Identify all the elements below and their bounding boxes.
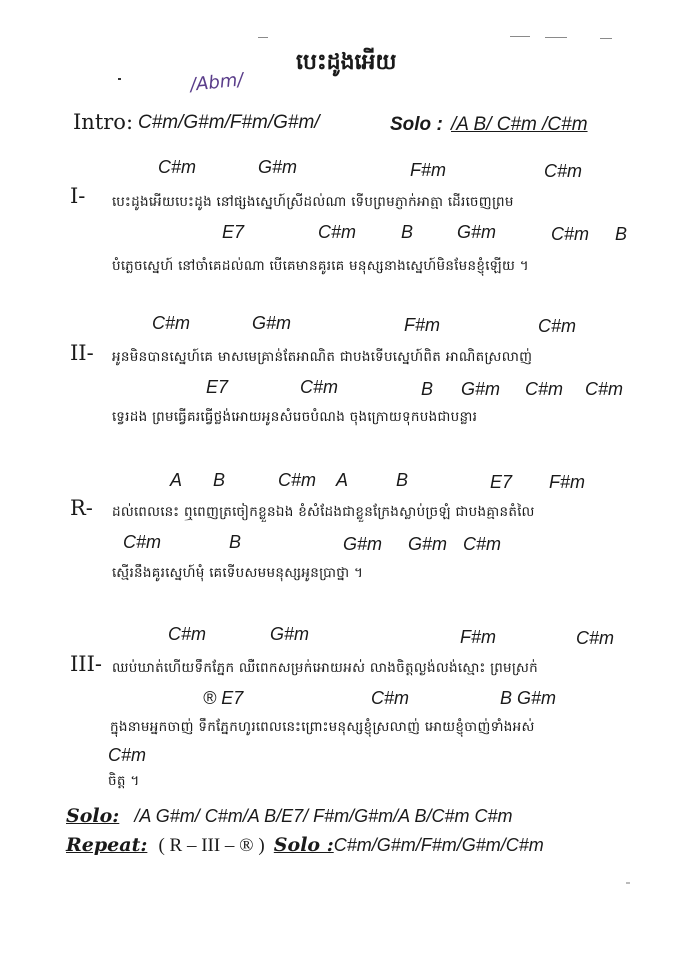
footer-repeat-label: Repeat:	[66, 834, 148, 856]
chord: C#m	[544, 161, 583, 181]
scan-speck	[118, 78, 121, 80]
intro-chords: C#m/G#m/F#m/G#m/	[138, 112, 320, 133]
intro-solo-chords: /A B/ C#m /C#m	[451, 114, 588, 135]
lyric-line: ស្មើរនឹងគូរស្នេហ៍មុំ គេទើបសមមនុស្សអូនប្រាថ្នា ។	[112, 565, 364, 581]
chord: C#m	[278, 470, 317, 490]
chord: C#m	[300, 377, 339, 397]
chord: C#m	[551, 224, 590, 244]
chord: G#m	[457, 222, 497, 242]
chord: C#m	[152, 313, 191, 333]
chord: B	[421, 379, 434, 399]
chord: B	[401, 222, 414, 242]
lyric-line: ឈប់ឃាត់ហើយទឹកភ្នែក ឈឺពេកសម្រក់អោយអស់ លាងចិត្តល្ងង់លង់ស្មោះ ព្រមស្រក់	[112, 660, 538, 676]
lyric-line: ទ្វេរដង ព្រមធ្វើគរធ្វើថ្លង់អោយអូនសំរេចបំណង ចុងក្រោយទុកបងជាបន្លារ	[112, 409, 478, 425]
chord: E7	[490, 472, 513, 492]
chord: C#m	[168, 624, 207, 644]
chord: F#m	[404, 315, 440, 335]
chord: B G#m	[500, 688, 557, 708]
section-label: II-	[70, 341, 94, 365]
footer-repeat-solo-label: Solo :	[273, 834, 334, 856]
chord: C#m	[123, 532, 162, 552]
chord: B	[229, 532, 242, 552]
chord: C#m	[576, 628, 615, 648]
chord: C#m	[371, 688, 410, 708]
scan-speck	[258, 37, 268, 38]
chord: ® E7	[203, 688, 244, 708]
song-title: បេះដូងអើយ	[296, 50, 397, 75]
footer-repeat-solo-chords: C#m/G#m/F#m/G#m/C#m	[333, 835, 544, 855]
scan-speck	[626, 882, 630, 884]
lyric-line: ក្នុងនាមអ្នកចាញ់ ទឹកភ្នែកហូរពេលនេះព្រោះមនុស្សខ្ញុំស្រលាញ់ អោយខ្ញុំចាញ់ទាំងអស់	[110, 719, 535, 735]
scan-speck	[545, 37, 567, 38]
chord: B	[615, 224, 628, 244]
chord: C#m	[463, 534, 502, 554]
chord: B	[396, 470, 409, 490]
chord: G#m	[343, 534, 383, 554]
chord: B	[213, 470, 226, 490]
chord: G#m	[252, 313, 292, 333]
lyric-line: បំភ្លេចស្នេហ៍ នៅចាំគេដល់ណា បើគេមានគូរគេ មនុស្សនាងស្នេហ៍មិនមែនខ្ញុំឡើយ ។	[112, 258, 529, 274]
lyric-line: អូនមិនបានស្នេហ៍គេ មាសមេគ្រាន់តែអាណិត ជាបងទើបស្នេហ៍ពិត អាណិតស្រលាញ់	[112, 349, 533, 365]
chord: E7	[206, 377, 229, 397]
chord: C#m	[585, 379, 624, 399]
lyric-line: ចិត្ត ។	[108, 773, 140, 789]
chord: E7	[222, 222, 245, 242]
scan-speck	[510, 36, 530, 37]
chord: C#m	[525, 379, 564, 399]
chord: F#m	[460, 627, 496, 647]
section-label: R-	[70, 496, 93, 520]
chord: C#m	[158, 157, 197, 177]
footer-repeat-sequence: ( R – III – ® )	[158, 835, 265, 856]
chord: F#m	[549, 472, 585, 492]
handwritten-annotation: /Abm/	[189, 69, 245, 96]
scan-speck	[600, 38, 612, 39]
footer-solo-label: Solo:	[66, 805, 120, 827]
section-label: I-	[70, 184, 86, 208]
lyric-line: ដល់ពេលនេះ ឮពេញត្រចៀកខ្លួនឯង ខំសំដែងជាខ្លួនក្រែងស្លាប់ច្រឡំ ជាបងគ្មានតំលៃ	[112, 504, 535, 520]
chord: C#m	[318, 222, 357, 242]
chord: G#m	[270, 624, 310, 644]
section-label: III-	[70, 652, 102, 676]
footer-solo-row	[66, 805, 513, 827]
chord: A	[170, 470, 183, 490]
chord: G#m	[258, 157, 298, 177]
chord: A	[336, 470, 349, 490]
chord: C#m	[108, 745, 147, 765]
intro-label: Intro:	[73, 110, 134, 134]
lyric-line: បេះដូងអើយបេះដូង នៅផ្សងស្នេហ៍ស្រីដល់ណា ទើបព្រមភ្ញាក់អាត្មា ដើរចេញព្រម	[112, 194, 514, 210]
chord: G#m	[408, 534, 448, 554]
footer-solo-chords: /A G#m/ C#m/A B/E7/ F#m/G#m/A B/C#m C#m	[134, 806, 513, 826]
chord: G#m	[461, 379, 501, 399]
chord: C#m	[538, 316, 577, 336]
chord: F#m	[410, 160, 446, 180]
intro-solo-label: Solo :	[390, 114, 443, 135]
footer-repeat-row	[66, 834, 544, 857]
